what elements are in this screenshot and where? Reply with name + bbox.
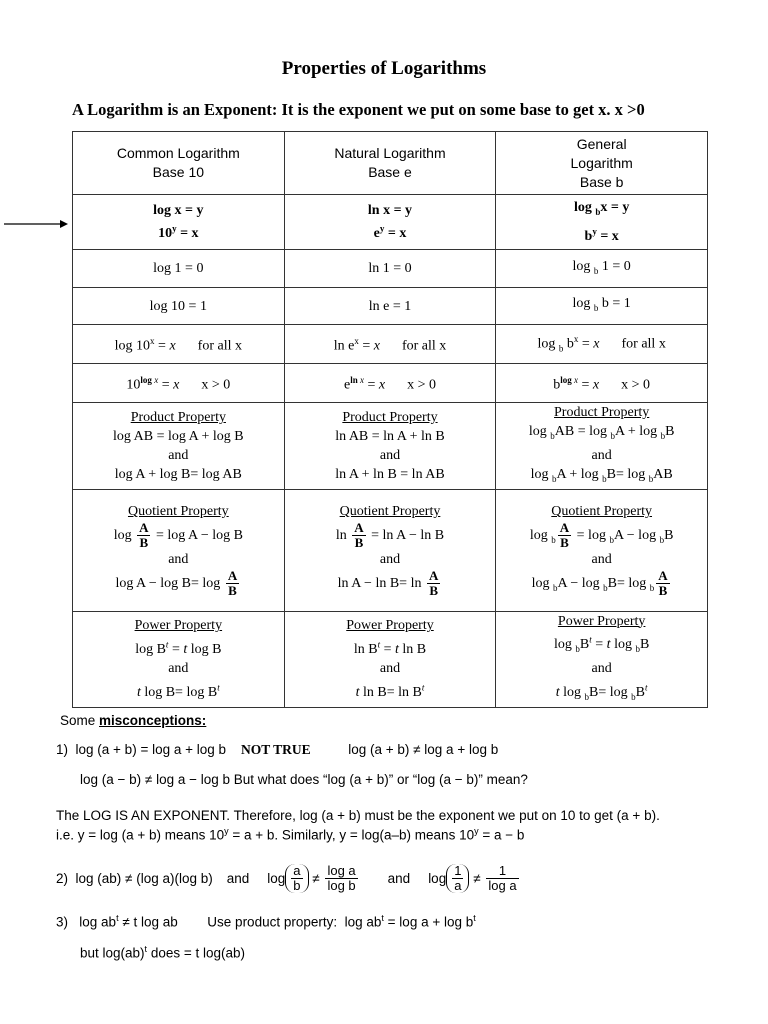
definition-common [73, 195, 285, 250]
quotient-and: and [591, 552, 612, 568]
quotient-property-row [73, 489, 708, 611]
power-common-1: $\log B^t = t$ log B [135, 639, 222, 658]
def-common-line1: log x = y [153, 202, 204, 218]
product-general-1: log $_b$AB = log $_b$A + log $_b$B [528, 424, 675, 441]
power-general-2: t $\log _bB= \log _bB^t$ [555, 682, 648, 702]
power-label: Power Property [557, 613, 646, 629]
quotient-general-2: log $_b$A − log $_b$B= log $_b$ $\frac{A}{B}$ [531, 568, 668, 599]
quotient-and: and [379, 552, 401, 568]
log-of-one-row [73, 250, 708, 288]
logbase-natural: ln e = 1 [284, 288, 496, 325]
log1-general: log $_b$ 1 = 0 [496, 250, 708, 288]
quotient-and: and [168, 552, 189, 568]
product-common [73, 403, 285, 490]
power-property-row [73, 611, 708, 707]
quotient-general [496, 489, 708, 611]
header-row [73, 132, 708, 195]
header-general-line2: Logarithm [570, 154, 633, 171]
inverse1-common: $\log 10^x = x$ for all x [73, 325, 285, 364]
misconception-2: 2) log (ab) ≠ (log a)(log b) and log $\frac{a}{b}$ ≠ $\frac{\text{log a}}{\text{log b}}$ and log $\frac{1}{a}$ ≠ $\frac{1}{\text{log a}}$ [56, 862, 517, 893]
fraction-a-over-b: $\frac{A}{B}$ [658, 568, 668, 599]
fraction-1-over-loga: $\frac{1}{\text{log a}}$ [488, 862, 517, 893]
misconception-3: 3) $\log ab^t \ne t$ log ab Use product property: $\log ab^t = \log a + \log b^t$ [56, 913, 476, 930]
power-and: and [591, 661, 612, 677]
quotient-natural-2: ln A − ln B= ln $\frac{A}{B}$ [337, 568, 439, 599]
header-common [73, 132, 285, 195]
product-natural-2: ln A + ln B = ln AB [335, 466, 445, 482]
product-property-row [73, 403, 708, 490]
quotient-label: Quotient Property [551, 504, 653, 520]
fraction-a-over-b: $\frac{A}{B}$ [227, 568, 238, 599]
quotient-general-1: log $_b$ $\frac{A}{B}$ = log $_b$A − log $_b$B [529, 520, 674, 551]
page-subtitle: A Logarithm is an Exponent: It is the exponent we put on some base to get x. x >0 [72, 100, 645, 119]
product-general [496, 403, 708, 490]
def-natural-line1: ln x = y [367, 202, 413, 218]
inverse-property-1-row [73, 325, 708, 364]
header-general [496, 132, 708, 195]
exponent-paragraph-line2: i.e. y = log (a + b) means $10^y = a + b$. Similarly, y = log(a–b) means $10^y = a - b$ [56, 826, 525, 843]
quotient-common-2: log A − log B= log $\frac{A}{B}$ [115, 568, 238, 599]
power-and: and [168, 661, 189, 677]
quotient-common-1: log $\frac{A}{B}$ = log A − log B [113, 520, 243, 551]
power-common-2: t $\log B= \log B^t$ [136, 682, 220, 700]
def-common-line2: $10^y = x$ [158, 223, 199, 242]
log1-natural: ln 1 = 0 [284, 250, 496, 288]
page-title: Properties of Logarithms [281, 58, 487, 79]
product-and: and [168, 447, 189, 463]
def-general-line2: $b^y = x$ [584, 226, 619, 244]
quotient-common [73, 489, 285, 611]
product-general-2: log $_b$A + log $_b$B= log $_b$AB [530, 466, 673, 484]
fraction-a-over-b: $\frac{A}{B}$ [428, 568, 439, 599]
misconception-1: 1) log (a + b) = log a + log b NOT TRUE log (a + b) ≠ log a + log b [56, 742, 499, 757]
quotient-label: Quotient Property [127, 504, 229, 520]
header-natural [284, 132, 496, 195]
exponent-paragraph-line1: The LOG IS AN EXPONENT. Therefore, log (a + b) must be the exponent we put on 10 to get (a + b). [56, 808, 660, 823]
power-label: Power Property [346, 618, 434, 634]
fraction-loga-over-logb: $\frac{\text{log a}}{\text{log b}}$ [327, 862, 356, 893]
inverse2-general: $b^{log x} = x$ x > 0 [496, 364, 708, 403]
inverse2-natural: $e^{ln x} = x$ x > 0 [284, 364, 496, 403]
product-natural [284, 403, 496, 490]
inverse-property-2-row [73, 364, 708, 403]
power-common [73, 611, 285, 707]
log-of-base-row [73, 288, 708, 325]
header-general-line1: General [576, 135, 627, 152]
product-and: and [591, 447, 612, 463]
quotient-natural-1: ln $\frac{A}{B}$ = ln A − ln B [335, 520, 445, 551]
power-natural-1: $\ln B^t = t$ ln B [353, 639, 427, 658]
definition-natural [284, 195, 496, 250]
log1-common: log 1 = 0 [73, 250, 285, 288]
power-label: Power Property [134, 618, 223, 634]
quotient-label: Quotient Property [339, 504, 441, 520]
paren-a-over-b: $\frac{a}{b}$ [285, 864, 308, 893]
misconception-1-line2: log (a − b) ≠ log a − log b But what does “log (a + b)” or “log (a − b)” mean? [80, 772, 528, 787]
inverse1-natural: $\ln e^x = x$ for all x [284, 325, 496, 364]
def-general-line1: log $_b$x = y [573, 200, 630, 218]
product-label: Product Property [130, 409, 226, 425]
product-common-1: log AB = log A + log B [113, 428, 244, 444]
definition-row [73, 195, 708, 250]
power-general-1: $\log _bB^t = t$ log $_b$B [554, 634, 650, 655]
header-general-line3: Base b [579, 173, 624, 190]
power-general [496, 611, 708, 707]
fraction-a-over-b: $\frac{A}{B}$ [139, 520, 149, 551]
product-and: and [379, 447, 401, 463]
misconceptions-heading: Some misconceptions: [60, 713, 207, 728]
product-natural-1: ln AB = ln A + ln B [335, 428, 445, 444]
logbase-common: log 10 = 1 [73, 288, 285, 325]
power-natural [284, 611, 496, 707]
quotient-natural [284, 489, 496, 611]
properties-table [72, 131, 708, 708]
definition-general [496, 195, 708, 250]
misconception-3-line2: but log(ab)$^t$ does = t log(ab) [80, 944, 245, 961]
paren-1-over-a: $\frac{1}{a}$ [446, 864, 469, 893]
product-label: Product Property [554, 405, 650, 420]
fraction-a-over-b: $\frac{A}{B}$ [559, 520, 570, 551]
inverse1-general: log $_b$ $b^x = x$ for all x [496, 325, 708, 364]
logbase-general: log $_b$ b = 1 [496, 288, 708, 325]
right-arrow-icon [4, 216, 68, 232]
header-natural-line1: Natural Logarithm [334, 145, 446, 161]
header-common-line1: Common Logarithm [116, 145, 240, 161]
power-and: and [379, 661, 401, 677]
header-natural-line2: Base e [368, 164, 412, 180]
fraction-a-over-b: $\frac{A}{B}$ [354, 520, 364, 551]
power-natural-2: t $\ln B= \ln B^t$ [355, 682, 425, 700]
product-common-2: log A + log B= log AB [114, 466, 242, 482]
def-natural-line2: $e^y = x$ [373, 223, 407, 242]
inverse2-common: $10^{log x} = x$ x > 0 [73, 364, 285, 403]
product-label: Product Property [342, 409, 438, 425]
header-common-line2: Base 10 [152, 164, 205, 180]
